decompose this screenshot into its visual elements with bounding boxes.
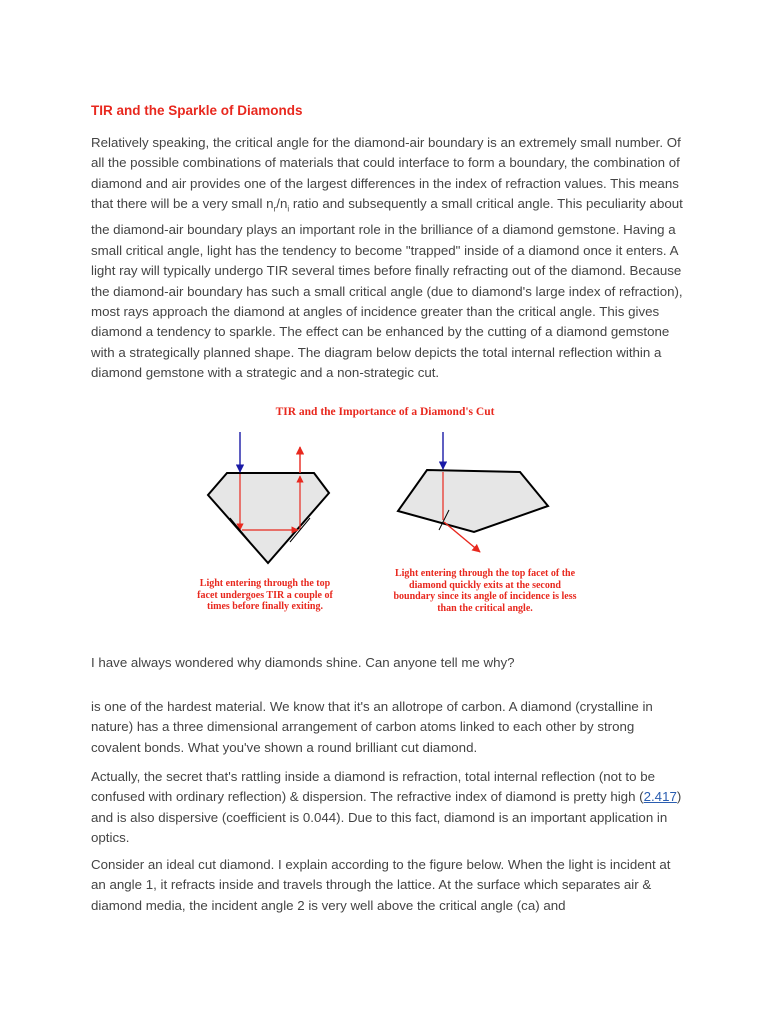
caption-strategic-cut: Light entering through the top facet undergoes TIR a couple of times before finally exiting. (197, 578, 333, 612)
figure-title: TIR and the Importance of a Diamond's Cut (275, 406, 495, 418)
question-paragraph: I have always wondered why diamonds shine. Can anyone tell me why? (91, 655, 515, 670)
diamond-cut-figure (190, 402, 580, 627)
answer-paragraph-2: Actually, the secret that's rattling inside a diamond is refraction, total internal reflection (not to be confused with ordinary reflection) & dispersion. The refractive index of diamond is pretty high (2.417) and is also dispersive (coefficient is 0.044). Due to this fact, diamond is an important application in optics. (91, 769, 682, 846)
caption-non-strategic-cut: Light entering through the top facet of the diamond quickly exits at the second boundary since its angle of incidence is less than the critical angle. (393, 568, 577, 614)
strategic-cut-diamond (208, 473, 329, 563)
intro-paragraph: Relatively speaking, the critical angle for the diamond-air boundary is an extremely small number. Of all the possible combinations of materials that could interface to form a boundary, the combination of diamond and air provides one of the largest differences in the index of refraction values. This means that there will be a very small $n_r/n_i$ ratio and subsequently a small critical angle. This peculiarity about the diamond-air boundary plays an important role in the brilliance of a diamond gemstone. Having a small critical angle, light has the tendency to become "trapped" inside of a diamond once it enters. A light ray will typically undergo TIR several times before finally refracting out of the diamond. Because the diamond-air boundary has such a small critical angle (due to diamond's large index of refraction), most rays approach the diamond at angles of incidence greater than the critical angle. This gives diamond a tendency to sparkle. The effect can be enhanced by the cutting of a diamond gemstone with a strategically planned shape. The diagram below depicts the total internal reflection within a diamond gemstone with a strategic and a non-strategic cut. (91, 135, 683, 381)
index-ratio: $n_r/n_i$ (266, 196, 290, 214)
answer-paragraph-1: is one of the hardest material. We know that it's an allotrope of carbon. A diamond (crystalline in nature) has a three dimensional arrangement of carbon atoms linked to each other by strong covalent bonds. What you've shown a round brilliant cut diamond. (91, 699, 653, 755)
non-strategic-cut-diamond (398, 470, 548, 532)
refractive-index-link[interactable]: 2.417 (643, 789, 677, 805)
answer-paragraph-3: Consider an ideal cut diamond. I explain according to the figure below. When the light is incident at an angle 1, it refracts inside and travels through the lattice. At the surface which separates air & diamond media, the incident angle 2 is very well above the critical angle (ca) and (91, 857, 671, 913)
section-heading: TIR and the Sparkle of Diamonds (91, 103, 303, 118)
